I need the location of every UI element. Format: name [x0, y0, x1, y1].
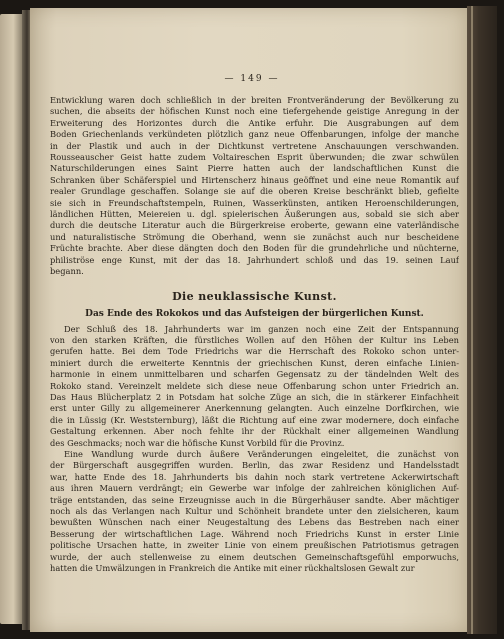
text-line: die in Lüssig (Kr. Weststernburg), läßt die Richtung auf eine zwar modernere, doch einfache	[50, 414, 459, 425]
text-line: Naturschilderungen eines Saint Pierre hatten auch der landschaftlichen Kunst die	[50, 163, 459, 174]
text-line: Boden Griechenlands verkündeten plötzlich ganz neue Offenbarungen, infolge der manche	[50, 129, 459, 140]
section-heading: Die neuklassische Kunst.	[172, 289, 337, 303]
section-subheading: Das Ende des Rokokos und das Aufsteigen der bürgerlichen Kunst.	[85, 308, 424, 319]
text-line: Früchte brachte. Aber diese dängten doch den Boden für die grundehrliche und nüchterne,	[50, 243, 459, 254]
paragraph-2	[50, 324, 459, 449]
text-line: und naturalistische Strömung die Oberhand, wenn sie zunächst auch nur bescheidene	[50, 231, 459, 242]
right-page-stack	[467, 6, 497, 634]
text-line: durch die deutsche Literatur auch die Bürgerkreise eroberte, gewann eine vaterländische	[50, 220, 459, 231]
text-line: von den starken Kräften, die fürstliches Wollen auf den Höhen der Kultur ins Leben	[50, 334, 459, 345]
text-line: Eine Wandlung wurde durch äußere Veränderungen eingeleitet, die zunächst von	[64, 448, 459, 459]
text-line: war, hatte Ende des 18. Jahrhunderts bis dahin noch stark vertretene Ackerwirtschaft	[50, 471, 459, 482]
text-line: politische Ursachen hatte, in zweiter Linie von einem preußischen Patriotismus getragen	[50, 540, 459, 551]
text-line: ländlichen Hütten, Meiereien u. dgl. spielerischen Äußerungen aus, sobald sie sich aber	[50, 209, 459, 220]
text-line: suchen, die abseits der höfischen Kunst noch eine tiefergehende geistige Anregung in der	[50, 106, 459, 117]
text-line: Besserung der wirtschaftlichen Lage. Während noch Friedrichs Kunst in erster Linie	[50, 528, 459, 539]
left-page-edge	[0, 14, 22, 624]
text-line: der Bürgerschaft ausgegriffen wurden. Berlin, das zwar Residenz und Handelsstadt	[50, 460, 459, 471]
text-line: Das Haus Blücherplatz 2 in Potsdam hat solche Züge an sich, die in stärkerer Einfachheit	[50, 391, 459, 402]
text-line: träge entstanden, das seine Erzeugnisse auch in die Bürgerhäuser sandte. Aber mächtiger	[50, 494, 459, 505]
text-line: Schranken über Schäferspiel und Hirtenscherz hinaus geöffnet und eine neue Romantik auf	[50, 174, 459, 185]
text-line: des Geschmacks; noch war die höfische Kunst Vorbild für die Provinz.	[50, 437, 345, 448]
text-line: noch als das Verlangen nach Kultur und Schönheit brandete unter den zielsicheren, kaum	[50, 506, 459, 516]
text-line: Gestaltung erkennen. Aber noch fehlte ihr der Rückhalt einer allgemeinen Wandlung	[50, 426, 459, 437]
text-line: erst unter Gilly zu allgemeinerer Anerkennung gelangten. Auch einzelne Dorfkirchen, wie	[50, 403, 459, 414]
text-line: Rokoko stand. Vereinzelt meldete sich diese neue Offenbarung schon unter Friedrich an.	[50, 380, 459, 391]
paragraph-1	[50, 95, 459, 278]
text-line: aus ihren Mauern verdrängt; ein Gewerbe war infolge der zahlreichen königlichen Auf-	[50, 483, 459, 494]
text-line: hatten die Umwälzungen in Frankreich die Antike mit einer rückhaltslosen Gewalt zur	[50, 563, 415, 574]
page-number: — 149 —	[224, 74, 280, 84]
text-line: wurde, der auch stellenweise zu einem deutschen Gemeinschaftsgefühl emporwuchs,	[50, 551, 459, 562]
text-line: Entwicklung waren doch schließlich in der breiten Frontveränderung der Bevölkerung zu	[50, 95, 459, 105]
text-line: philiströse enge Kunst, mit der das 18. Jahrhundert schloß und das 19. seinen Lauf	[50, 254, 459, 265]
page-text	[50, 95, 459, 574]
text-line: Erweiterung des Horizontes durch die Antike erfuhr. Die Ausgrabungen auf dem	[50, 117, 459, 128]
text-line: miniert durch die erweiterte Kenntnis der griechischen Kunst, deren einfache Linien-	[50, 357, 459, 368]
text-line: begann.	[50, 266, 84, 277]
text-line: bewußten Wünschen nach einer Neugestaltung des Lebens das Bestreben nach einer	[50, 517, 459, 528]
text-line: gerufen hatte. Bei dem Tode Friedrichs war die Herrschaft des Rokoko schon unter-	[50, 346, 459, 357]
text-line: Rousseauscher Geist hatte zudem Voltaireschen Esprit überwunden; die zwar schwülen	[50, 152, 459, 163]
paragraph-3	[50, 449, 459, 574]
text-line: harmonie in einem unmittelbaren und scharfen Gegensatz zu der tändelnden Welt des	[50, 369, 459, 380]
text-line: Der Schluß des 18. Jahrhunderts war im ganzen noch eine Zeit der Entspannung	[64, 323, 459, 334]
text-line: realer Grundlage geschaffen. Solange sie auf die oberen Kreise beschränkt blieb, gefielte	[50, 186, 459, 197]
text-line: sie sich in Freundschaftstempeln, Ruinen, Wasserkünsten, antiken Heroenschilderungen,	[50, 197, 459, 208]
text-line: in der Plastik und auch in der Dichtkunst vertretene Anschauungen verschwanden.	[50, 140, 459, 151]
